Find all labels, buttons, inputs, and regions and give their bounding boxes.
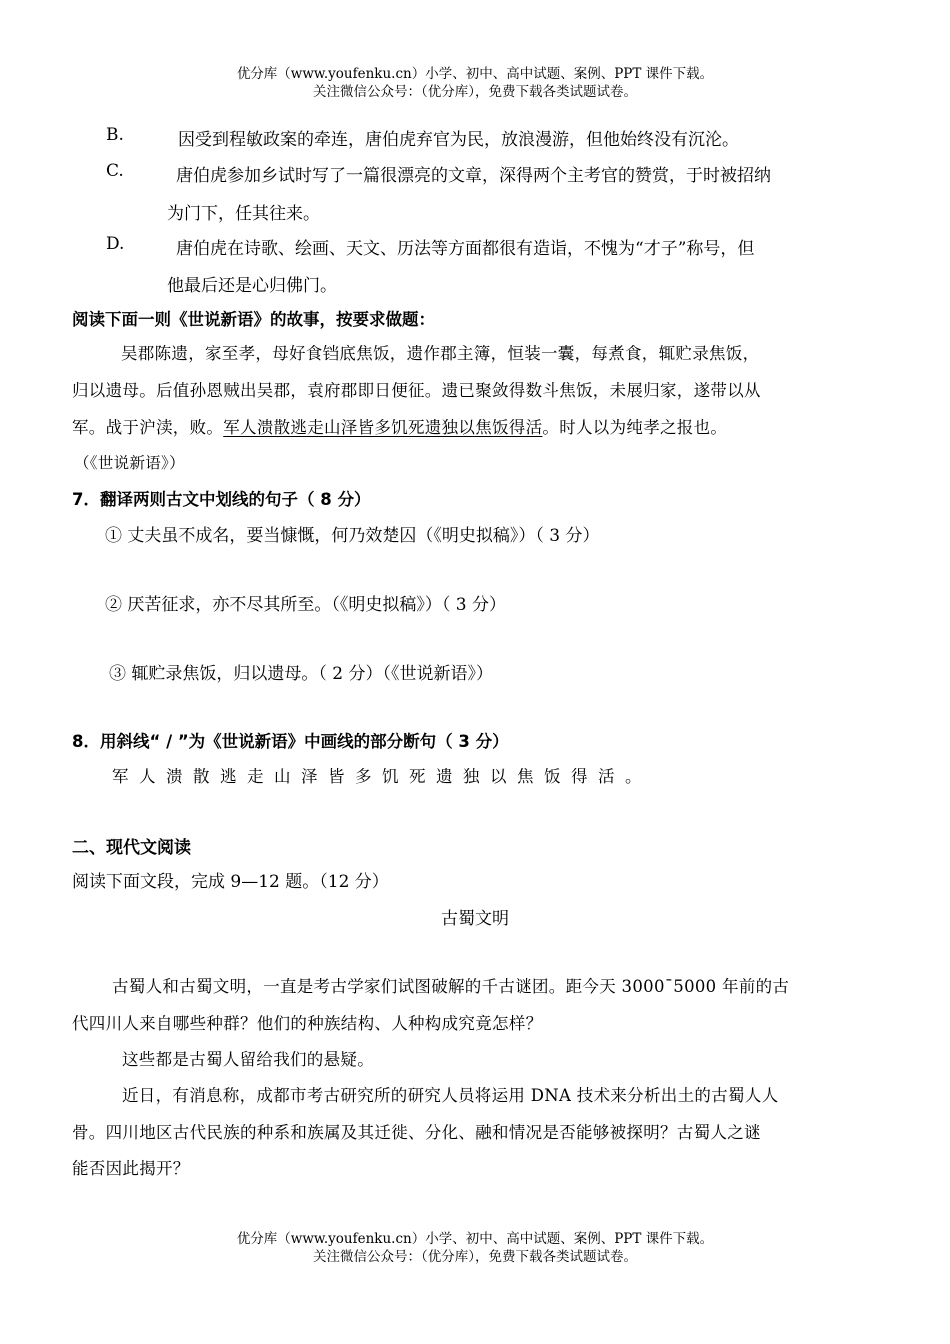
passage-line1: 吴郡陈遗，家至孝，母好食铛底焦饭，遗作郡主簿，恒装一囊，每煮食，辄贮录焦饭， bbox=[121, 344, 760, 363]
passage-line3-post: 。时人以为纯孝之报也。 bbox=[542, 418, 728, 437]
passage-line2: 归以遗母。后值孙恩贼出吴郡，袁府郡即日便征。遗已聚敛得数斗焦饭，未展归家，遂带以从 bbox=[72, 381, 761, 400]
section2-title: 二、现代文阅读 bbox=[72, 838, 191, 858]
article-paragraph-3-line1: 近日，有消息称，成都市考古研究所的研究人员将运用 DNA 技术来分析出土的古蜀人人 bbox=[122, 1086, 779, 1105]
article-paragraph-1-line1: 古蜀人和古蜀文明，一直是考古学家们试图破解的千古谜团。距今天 3000¯5000 年前的古 bbox=[112, 977, 790, 996]
article-paragraph-2: 这些都是古蜀人留给我们的悬疑。 bbox=[122, 1050, 374, 1069]
q8-title: 8．用斜线“ / ”为《世说新语》中画线的部分断句（ 3 分） bbox=[72, 732, 509, 751]
passage-line3 bbox=[72, 414, 727, 438]
q7-item-2: ② 厌苦征求，亦不尽其所至。（《明史拟稿》）（ 3 分） bbox=[105, 595, 507, 615]
reading-intro: 阅读下面一则《世说新语》的故事，按要求做题： bbox=[72, 310, 435, 329]
page-header-line1: 优分库（www.youfenku.cn）小学、初中、高中试题、案例、PPT 课件下载。 bbox=[236, 66, 714, 82]
article-title: 古蜀文明 bbox=[441, 909, 509, 929]
option-b-letter: B. bbox=[106, 125, 124, 145]
section2-instruction: 阅读下面文段，完成 9—12 题。（12 分） bbox=[72, 872, 389, 892]
page-footer-line2: 关注微信公众号：（优分库），免费下载各类试题试卷。 bbox=[313, 1249, 637, 1265]
option-d-letter: D. bbox=[106, 234, 125, 254]
passage-line3-pre: 军。战于沪渎，败。 bbox=[72, 418, 224, 437]
option-b-text: 因受到程敏政案的牵连，唐伯虎弃官为民，放浪漫游，但他始终没有沉沦。 bbox=[178, 130, 739, 150]
q7-title: 7．翻译两则古文中划线的句子（ 8 分） bbox=[72, 490, 371, 509]
q8-sentence: 军人溃散逃走山泽皆多饥死遗独以焦饭得活。 bbox=[112, 767, 652, 786]
article-paragraph-3-line2: 骨。四川地区古代民族的种系和族属及其迁徙、分化、融和情况是否能够被探明？古蜀人之谜 bbox=[72, 1123, 761, 1142]
q7-item-3: ③ 辄贮录焦饭，归以遗母。（ 2 分）（《世说新语》） bbox=[109, 664, 494, 684]
passage-underlined-sentence: 军人溃散逃走山泽皆多饥死遗独以焦饭得活 bbox=[223, 418, 543, 437]
article-paragraph-1-line2: 代四川人来自哪些种群？他们的种族结构、人种构成究竟怎样？ bbox=[72, 1014, 543, 1033]
article-paragraph-3-line3: 能否因此揭开？ bbox=[72, 1159, 190, 1178]
q7-item-1: ① 丈夫虽不成名，要当慷慨，何乃效楚囚（《明史拟稿》）（ 3 分） bbox=[105, 526, 600, 546]
option-d-text-line2: 他最后还是心归佛门。 bbox=[167, 276, 337, 296]
option-c-letter: C. bbox=[106, 161, 124, 181]
page-footer-line1: 优分库（www.youfenku.cn）小学、初中、高中试题、案例、PPT 课件下载。 bbox=[236, 1231, 714, 1247]
option-c-text-line1: 唐伯虎参加乡试时写了一篇很漂亮的文章，深得两个主考官的赞赏，于时被招纳 bbox=[176, 166, 771, 186]
option-d-text-line1: 唐伯虎在诗歌、绘画、天文、历法等方面都很有造诣，不愧为“才子”称号，但 bbox=[176, 239, 755, 259]
option-c-text-line2: 为门下，任其往来。 bbox=[167, 204, 320, 224]
page-header-line2: 关注微信公众号：（优分库），免费下载各类试题试卷。 bbox=[313, 84, 637, 100]
passage-source: （《世说新语》） bbox=[74, 454, 185, 472]
